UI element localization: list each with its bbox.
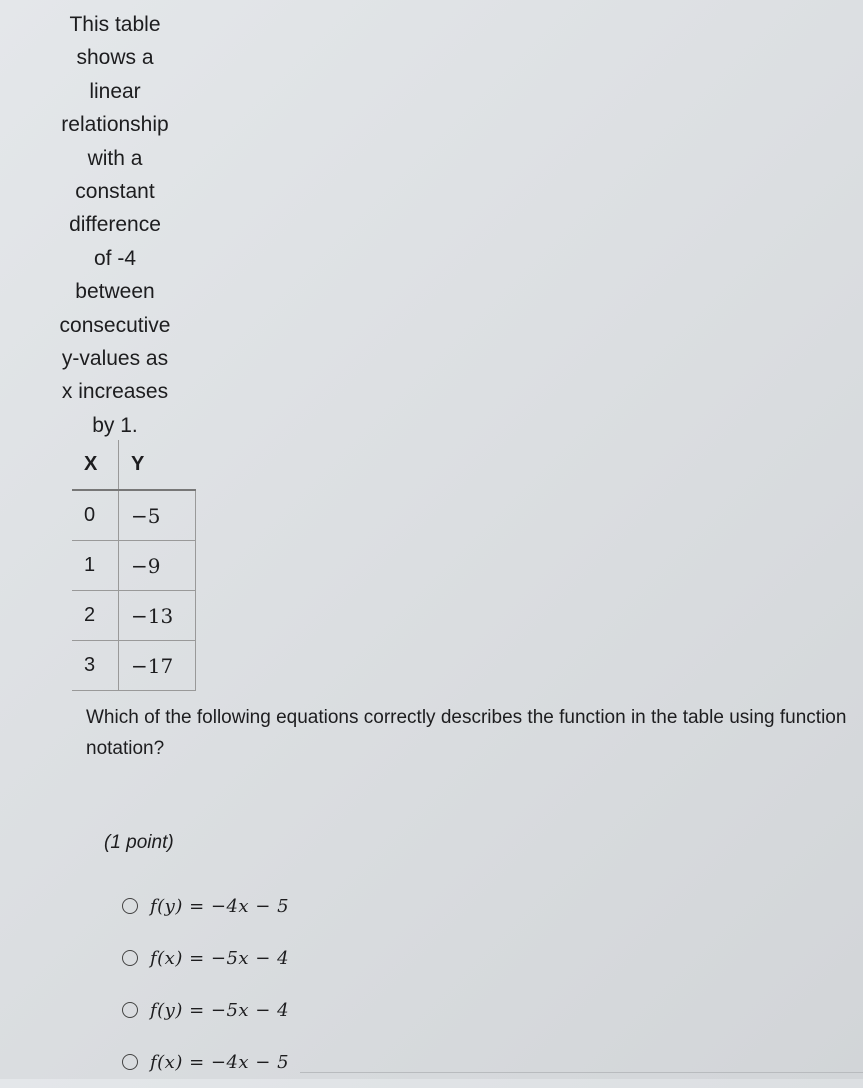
- table-cell-x: 1: [72, 541, 119, 591]
- radio-button[interactable]: [122, 950, 138, 966]
- intro-line: shows a: [76, 46, 154, 70]
- column-header-y: Y: [119, 440, 196, 490]
- table-cell-y: −13: [119, 591, 196, 641]
- radio-button[interactable]: [122, 1054, 138, 1070]
- intro-line: linear: [89, 79, 141, 103]
- table-header-row: [72, 440, 196, 490]
- option-label: f(x) = −5x − 4: [150, 947, 290, 969]
- radio-button[interactable]: [122, 898, 138, 914]
- intro-line: consecutive: [59, 313, 171, 337]
- intro-line: by 1.: [92, 413, 138, 437]
- xy-table: [72, 440, 196, 691]
- intro-line: of -4: [93, 246, 137, 270]
- answer-option-4[interactable]: [122, 1036, 289, 1088]
- intro-line: with a: [87, 146, 143, 170]
- table-row: [72, 641, 196, 691]
- option-label: f(y) = −5x − 4: [150, 999, 290, 1021]
- table-cell-y: −5: [119, 490, 196, 541]
- table-cell-y: −17: [119, 641, 196, 691]
- intro-line: relationship: [61, 113, 169, 137]
- radio-button[interactable]: [122, 1002, 138, 1018]
- table-cell-x: 3: [72, 641, 119, 691]
- column-header-x: X: [72, 440, 119, 490]
- table-row: [72, 541, 196, 591]
- intro-line: x increases: [61, 380, 169, 404]
- table-cell-x: 2: [72, 591, 119, 641]
- answer-option-3[interactable]: [122, 984, 289, 1036]
- answer-options: [122, 880, 289, 1088]
- intro-line: constant: [75, 179, 155, 203]
- divider: [300, 1072, 863, 1073]
- xy-table-container: [72, 440, 196, 691]
- option-label: f(x) = −4x − 5: [150, 1051, 290, 1073]
- table-row: [72, 490, 196, 541]
- table-cell-y: −9: [119, 541, 196, 591]
- intro-line: y-values as: [61, 346, 169, 370]
- table-cell-x: 0: [72, 490, 119, 541]
- intro-line: This table: [69, 13, 161, 36]
- points-label: (1 point): [104, 832, 174, 853]
- table-row: [72, 591, 196, 641]
- question-text: Which of the following equations correctly describes the function in the table using function notation?: [86, 707, 847, 759]
- intro-line: between: [75, 280, 155, 304]
- intro-text: [40, 8, 190, 442]
- answer-option-2[interactable]: [122, 932, 289, 984]
- option-label: f(y) = −4x − 5: [150, 895, 290, 917]
- intro-line: difference: [69, 213, 161, 237]
- answer-option-1[interactable]: [122, 880, 289, 932]
